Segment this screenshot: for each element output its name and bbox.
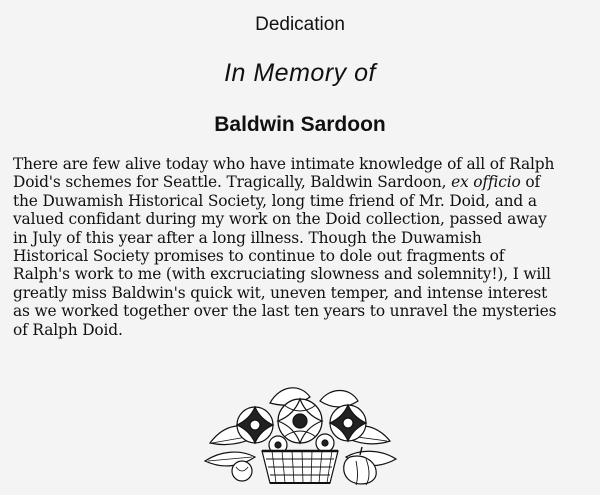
flower-basket-icon [200, 383, 400, 493]
memorial-line: In Memory of [224, 59, 376, 87]
paragraph-line: There are few alive today who have intimate knowledge of all of Ralph [13, 155, 555, 173]
dedication-paragraph [13, 155, 593, 339]
paragraph-line: Historical Society promises to continue to dole out fragments of [13, 247, 505, 266]
paragraph-line: in July of this year after a long illness. Though the Duwamish [13, 228, 482, 247]
ex-officio-phrase: ex officio [451, 173, 521, 192]
dedication-heading: Dedication [255, 14, 345, 35]
line-text: of [520, 173, 541, 192]
paragraph-line: as we worked together over the last ten years to unravel the mysteries [13, 302, 557, 321]
honoree-name: Baldwin Sardoon [214, 113, 386, 136]
paragraph-line: valued confidant during my work on the Doid collection, passed away [13, 210, 547, 229]
paragraph-line: of Ralph Doid. [13, 320, 123, 339]
paragraph-line: the Duwamish Historical Society, long time friend of Mr. Doid, and a [13, 191, 537, 210]
paragraph-line: greatly miss Baldwin's quick wit, uneven temper, and intense interest [13, 283, 548, 302]
paragraph-line: Ralph's work to me (with excruciating slowness and solemnity!), I will [13, 265, 551, 284]
line-text: Doid's schemes for Seattle. Tragically, Baldwin Sardoon, [13, 173, 452, 192]
paragraph-line [13, 173, 593, 191]
